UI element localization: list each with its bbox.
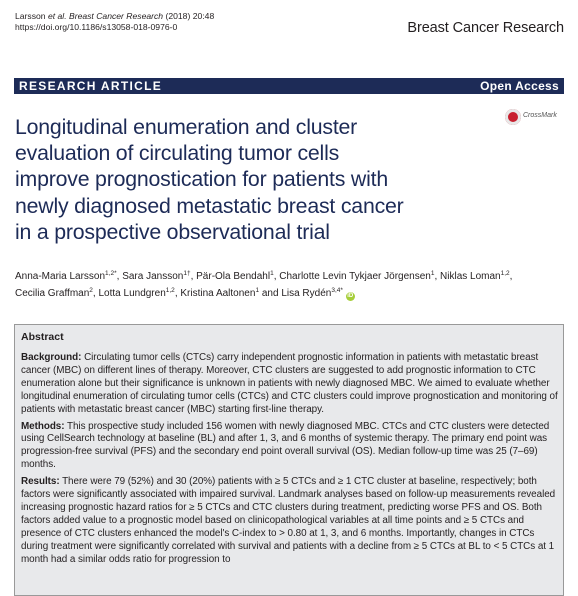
author[interactable]: Sara Jansson$^{1\dagger}$ bbox=[122, 270, 191, 282]
orcid-icon[interactable]: iD bbox=[347, 293, 354, 299]
open-access-label: Open Access bbox=[480, 79, 559, 93]
citation-line: Larsson et al. Breast Cancer Research (2018) 20:48 bbox=[15, 11, 215, 21]
abstract-heading: Abstract bbox=[21, 331, 64, 343]
author[interactable]: Charlotte Levin Tykjaer Jörgensen$^1$ bbox=[279, 270, 435, 282]
article-type-label: RESEARCH ARTICLE bbox=[19, 79, 163, 93]
abstract-results: Results: There were 79 (52%) and 30 (20%) patients with ≥ 5 CTCs and ≥ 1 CTC cluster at baseline, respectively; both factors were significantly associated with impaired survival. Landmark analyses based on follow-up measurements revealed increasing prognostic hazard ratios for ≥ 5 CTCs and CTC clusters during treatment, predicting worse PFS and OS. Both factors added value to a prognostic model based on clinicopathological variables at all time points and ≥ 5 CTCs and presence of CTC clusters enhanced the model's C-index to > 0.80 at 1, 3, and 6 months. Importantly, changes in CTCs during treatment were significantly correlated with survival and patients with a decline from ≥ 5 CTCs at BL to < 5 CTCs at 1 month had a similar odds ratio for progression to bbox=[21, 476, 556, 565]
author-list: Anna-Maria Larsson$^{1,2*}$, Sara Jansson$^{1\dagger}$, Pär-Ola Bendahl$^1$, Charlotte Levin Tykjaer Jörgensen$^1$, Niklas Loman$^{1,2}$, Cecilia Graffman$^2$, Lotta Lundgren$^{1,2}$, Kristina Aaltonen$^1$ and Lisa Rydén$^{3,4*}$ iD bbox=[15, 270, 513, 299]
abstract-methods: Methods: This prospective study included 156 women with newly diagnosed MBC. CTCs and CTC clusters were detected using CellSearch technology at baseline (BL) and after 1, 3, and 6 months of systemic therapy. The primary end point was progression-free survival (PFS) and the secondary end point overall survival (OS). Median follow-up time was 25 (7–69) months. bbox=[21, 420, 550, 471]
title-line: improve prognostication for patients with bbox=[15, 167, 388, 192]
abstract-background: Background: Circulating tumor cells (CTCs) carry independent prognostic information in patients with metastatic breast cancer (MBC) on different lines of therapy. Moreover, CTC clusters are suggested to add prognostic information to CTC enumeration alone but their significance is unknown in patients with newly diagnosed MBC. We aimed to evaluate whether longitudinal enumeration of circulating tumor cells (CTCs) and CTC clusters could improve prognostication and monitoring of patients with metastatic breast cancer (MBC) starting first-line therapy. bbox=[21, 352, 558, 415]
doi-link[interactable]: https://doi.org/10.1186/s13058-018-0976-0 bbox=[15, 22, 178, 32]
journal-name: Breast Cancer Research bbox=[407, 20, 564, 36]
author[interactable]: Niklas Loman$^{1,2}$ bbox=[440, 270, 510, 282]
title-line: newly diagnosed metastatic breast cancer bbox=[15, 193, 404, 218]
author[interactable]: Lisa Rydén$^{3,4*}$ bbox=[281, 287, 343, 299]
citation-header bbox=[15, 11, 214, 33]
crossmark-icon bbox=[505, 109, 521, 125]
abstract-body bbox=[21, 352, 559, 571]
author[interactable]: Cecilia Graffman$^2$ bbox=[15, 287, 93, 299]
author[interactable]: Anna-Maria Larsson$^{1,2*}$ bbox=[15, 270, 117, 282]
abstract-box bbox=[14, 324, 564, 596]
author-conjunction: and bbox=[261, 288, 279, 299]
author[interactable]: Kristina Aaltonen$^1$ bbox=[180, 287, 260, 299]
crossmark-label: CrossMark bbox=[523, 112, 557, 119]
author[interactable]: Pär-Ola Bendahl$^1$ bbox=[196, 270, 274, 282]
crossmark-badge[interactable] bbox=[505, 108, 565, 128]
title-line: evaluation of circulating tumor cells bbox=[15, 141, 340, 166]
author[interactable]: Lotta Lundgren$^{1,2}$ bbox=[98, 287, 175, 299]
title-line: Longitudinal enumeration and cluster bbox=[15, 115, 358, 139]
article-title bbox=[15, 114, 500, 245]
title-line: in a prospective observational trial bbox=[15, 219, 330, 244]
article-type-band bbox=[14, 78, 564, 94]
